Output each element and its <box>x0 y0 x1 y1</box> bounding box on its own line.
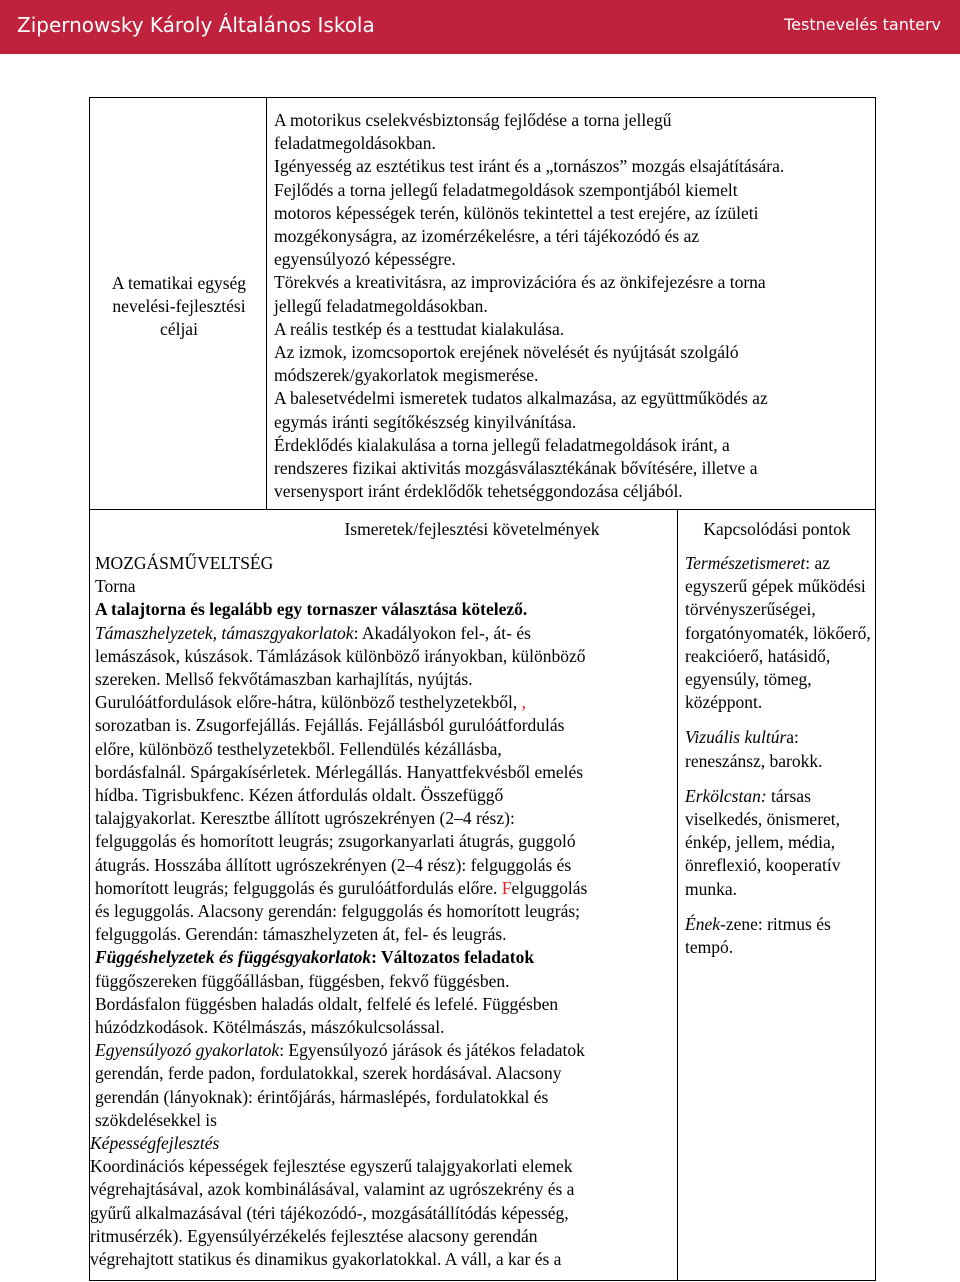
content-line: Koordinációs képességek fejlesztése egyszerű talajgyakorlati elemek <box>90 1156 573 1177</box>
goal-line: Az izmok, izomcsoportok erejének növelését és nyújtását szolgáló <box>274 342 739 363</box>
column-divider <box>677 509 678 1281</box>
content-text: elguggolás <box>511 877 588 898</box>
label-line: céljai <box>160 319 198 339</box>
goal-line: versenysport iránt érdeklődők tehetséggondozása céljából. <box>274 481 683 502</box>
table-border-left <box>89 97 90 1281</box>
connection-subject: Ének- <box>685 913 726 934</box>
content-line: szökdelésekkel is <box>95 1109 217 1130</box>
content-line: Bordásfalon függésben haladás oldalt, felfelé és lefelé. Függésben <box>95 993 559 1014</box>
goal-line: egyensúlyozó képességre. <box>274 249 456 270</box>
content-line: végrehajtásával, azok kombinálásával, valamint az ugrószekrény és a <box>90 1179 575 1200</box>
content-line: hídba. Tigrisbukfenc. Kézen átfordulás oldalt. Összefüggő <box>95 785 504 806</box>
content-line <box>95 1039 671 1062</box>
connections-content <box>685 552 873 971</box>
content-line: Torna <box>95 576 136 597</box>
content-line: gerendán (lányoknak): érintőjárás, hármaslépés, fordulatokkal és <box>95 1086 549 1107</box>
content-line: átugrás. Hosszába állított ugrószekrényen (2–4 rész): felguggolás és <box>95 854 572 875</box>
content-line: felguggolás. Gerendán: támaszhelyzeten át, fel- és leugrás. <box>95 924 507 945</box>
content-line: végrehajtott statikus és dinamikus gyakorlatokkal. A váll, a kar és a <box>90 1249 562 1270</box>
content-text-red: , <box>521 692 527 713</box>
label-line: A tematikai egység <box>111 273 247 293</box>
content-line: húzódzkodások. Kötélmászás, mászókulcsolással. <box>95 1017 445 1038</box>
goal-line: Igényesség az esztétikus test iránt és a „tornászos” mozgás elsajátítására. <box>274 156 785 177</box>
goal-line: Érdeklődés kialakulása a torna jellegű feladatmegoldások iránt, a <box>274 434 730 455</box>
content-line: gerendán, ferde padon, fordulatokkal, szerek hordásával. Alacsony <box>95 1063 562 1084</box>
connection-text: : az egyszerű gépek működési törvényszerűségei, forgatónyomaték, lökőerő, reakcióerő, hatásidő, egyensúly, tömeg, középpont. <box>685 553 871 713</box>
content-line: gyűrű alkalmazásával (téri tájékozódó-, mozgásátállítódás képesség, <box>90 1202 569 1223</box>
goal-line: A balesetvédelmi ismeretek tudatos alkalmazása, az együttműködés az <box>274 388 768 409</box>
content-line: szereken. Mellső fekvőtámaszban karhajlítás, nyújtás. <box>95 669 473 690</box>
requirements-header: Ismeretek/fejlesztési követelmények <box>344 519 600 539</box>
content-line: függőszereken függőállásban, függésben, fekvő függésben. <box>95 970 510 991</box>
school-name: Zipernowsky Károly Általános Iskola <box>17 13 375 37</box>
content-line <box>90 1132 671 1155</box>
content-line <box>95 946 671 969</box>
connection-item <box>685 785 873 901</box>
content-line: bordásfalnál. Spárgakísérletek. Mérlegállás. Hanyattfekvésből emelés <box>95 761 584 782</box>
table-border-bottom <box>89 1280 876 1281</box>
mandatory-note: A talajtorna és legalább egy tornaszer választása kötelező. <box>95 599 528 620</box>
content-text: Gurulóátfordulások előre-hátra, különböző testhelyzetekből, <box>95 692 518 713</box>
header-banner <box>0 0 960 54</box>
connection-item <box>685 552 873 714</box>
topic-heading: Támaszhelyzetek, támaszgyakorlatok <box>95 622 354 643</box>
content-text: : Akadályokon fel-, át- és <box>353 622 531 643</box>
connection-text: zene: ritmus és tempó. <box>685 913 831 958</box>
table-border-right <box>875 97 876 1281</box>
connection-subject: Vizuális kultúr <box>685 727 787 748</box>
content-line: sorozatban is. Zsugorfejállás. Fejállás. Fejállásból gurulóátfordulás <box>95 715 565 736</box>
topic-heading: Egyensúlyozó gyakorlatok <box>95 1040 280 1061</box>
content-line: ritmusérzék). Egyensúlyérzékelés fejlesztése alacsony gerendán <box>90 1225 538 1246</box>
content-text-red: F <box>501 877 512 898</box>
subject-title: Testnevelés tanterv <box>784 15 941 34</box>
connection-item <box>685 726 873 772</box>
content-line <box>95 691 671 714</box>
connection-text: a: reneszánsz, barokk. <box>685 727 823 771</box>
content-line: felguggolás és homorított leugrás; zsugorkanyarlati átugrás, guggoló <box>95 831 576 852</box>
goal-line: mozgékonyságra, az izomérzékelésre, a téri tájékozódó és az <box>274 226 700 247</box>
goal-line: A motorikus cselekvésbiztonság fejlődése a torna jellegű <box>274 110 672 130</box>
content-line <box>95 877 671 900</box>
content-line <box>95 598 671 621</box>
goal-line: motoros képességek terén, különös tekintettel a test erejére, az ízületi <box>274 202 759 223</box>
content-line: lemászások, kúszások. Támlázások különböző irányokban, különböző <box>95 645 586 666</box>
goal-line: egymás iránti segítőkészség kinyilvánítása. <box>274 411 577 432</box>
connection-text: társas viselkedés, önismeret, énkép, jellem, média, önreflexió, kooperatív munka. <box>685 785 841 899</box>
goal-line: jellegű feladatmegoldásokban. <box>274 295 488 316</box>
content-line <box>95 622 671 645</box>
content-line: talajgyakorlat. Keresztbe állított ugrószekrényen (2–4 rész): <box>95 808 515 829</box>
label-line: nevelési-fejlesztési <box>112 296 246 316</box>
connection-subject: Erkölcstan: <box>685 785 767 806</box>
table-border-top <box>89 97 876 98</box>
requirements-content <box>90 552 671 1271</box>
connection-subject: Természetismeret <box>685 553 806 573</box>
goal-line: A reális testkép és a testtudat kialakulása. <box>274 318 565 339</box>
content-text: homorított leugrás; felguggolás és gurulóátfordulás előre. <box>95 877 502 898</box>
goal-line: Törekvés a kreativitásra, az improvizációra és az önkifejezésre a torna <box>274 272 766 293</box>
goal-line: feladatmegoldásokban. <box>274 133 436 154</box>
goal-line: Fejlődés a torna jellegű feladatmegoldások szempontjából kiemelt <box>274 179 738 200</box>
section-label <box>91 272 267 341</box>
goals-text <box>274 109 874 503</box>
topic-heading: Függéshelyzetek és függésgyakorlatok <box>95 947 372 968</box>
topic-heading: Képességfejlesztés <box>90 1133 220 1154</box>
goal-line: módszerek/gyakorlatok megismerése. <box>274 365 539 386</box>
section-divider <box>89 509 876 510</box>
connections-header: Kapcsolódási pontok <box>703 519 851 539</box>
content-line: MOZGÁSMŰVELTSÉG <box>95 553 274 573</box>
content-text: : Egyensúlyozó járások és játékos feladatok <box>279 1040 585 1061</box>
connection-item <box>685 913 873 959</box>
content-text: : Változatos feladatok <box>371 947 535 968</box>
goal-line: rendszeres fizikai aktivitás mozgásválasztékának bővítésére, illetve a <box>274 458 758 479</box>
content-line: előre, különböző testhelyzetekből. Fellendülés kézállásba, <box>95 738 502 759</box>
content-line: és leguggolás. Alacsony gerendán: felguggolás és homorított leugrás; <box>95 901 581 922</box>
